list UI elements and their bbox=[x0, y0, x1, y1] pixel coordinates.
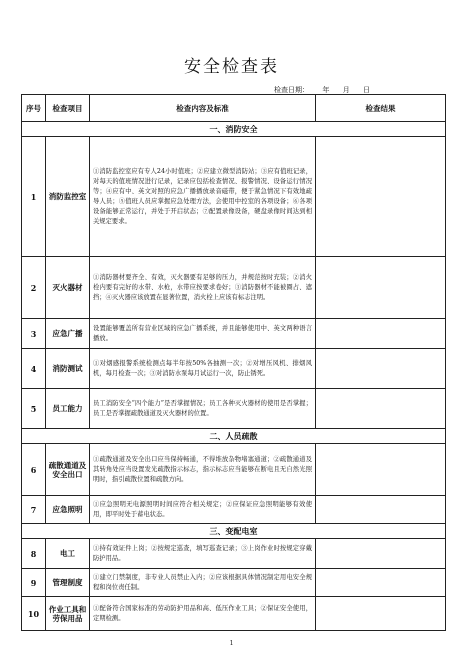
row-item: 员工能力 bbox=[46, 389, 90, 429]
section-evacuation: 二、人员疏散 bbox=[22, 429, 446, 444]
row-num: 4 bbox=[22, 349, 46, 389]
header-item: 检查项目 bbox=[46, 95, 90, 122]
row-result-cell[interactable] bbox=[316, 539, 446, 569]
row-num: 7 bbox=[22, 496, 46, 524]
row-content: ①配备符合国家标准的劳动防护用品和高、低压作业工具；②保证安全使用，定期检测。 bbox=[90, 597, 316, 631]
row-num: 2 bbox=[22, 257, 46, 319]
row-result-cell[interactable] bbox=[316, 597, 446, 631]
row-content: ①消防器材要齐全、有效，灭火器要有足够的压力，并规范按时充装；②消火栓内要有完好的水带、水枪，水带应按要求卷好；③消防器材不能被圈占、遮挡；④灭火器应该放置在显著位置，消火栓上应该有标志注明。 bbox=[90, 257, 316, 319]
section-row bbox=[22, 122, 446, 137]
row-num: 8 bbox=[22, 539, 46, 569]
table-row bbox=[22, 319, 446, 349]
row-result-cell[interactable] bbox=[316, 257, 446, 319]
row-num: 6 bbox=[22, 444, 46, 496]
table-row bbox=[22, 444, 446, 496]
row-num: 10 bbox=[22, 597, 46, 631]
row-content: ①疏散通道及安全出口应当保持畅通，不得堆放杂物堵塞通道；②疏散通道及其转角处应当设置发光疏散指示标志，指示标志应当能够在断电且无自然光照明时，指引疏散位置和疏散方向。 bbox=[90, 444, 316, 496]
row-item: 应急照明 bbox=[46, 496, 90, 524]
row-item: 灭火器材 bbox=[46, 257, 90, 319]
row-item: 疏散通道及安全出口 bbox=[46, 444, 90, 496]
table-row bbox=[22, 569, 446, 597]
row-item: 电工 bbox=[46, 539, 90, 569]
row-item: 作业工具和劳保用品 bbox=[46, 597, 90, 631]
row-result-cell[interactable] bbox=[316, 389, 446, 429]
row-content: ①消防监控室应有专人24小时值班；②应建立微型消防站；③应有值班记录，对每天的值班情况进行记录，记录应包括检查情况、报警情况、设备运行情况等；④应有中、英文对照的应急广播播放录音磁带，便于紧急情况下有效地疏导人员；⑤值班人员应掌握应急处理方法，会使用中控室的各项设备；⑥各项设备能够正常运行，并处于开启状态；⑦配置录像设备，硬盘录像时间达到相关规定要求。 bbox=[90, 137, 316, 257]
row-result-cell[interactable] bbox=[316, 496, 446, 524]
row-result-cell[interactable] bbox=[316, 319, 446, 349]
table-row bbox=[22, 539, 446, 569]
page-title: 安全检查表 bbox=[184, 57, 279, 77]
inspection-date-line: 检查日期： 年 月 日 bbox=[274, 86, 371, 94]
table-row bbox=[22, 349, 446, 389]
section-power-room: 三、变配电室 bbox=[22, 524, 446, 539]
section-row bbox=[22, 524, 446, 539]
row-item: 应急广播 bbox=[46, 319, 90, 349]
row-num: 9 bbox=[22, 569, 46, 597]
row-result-cell[interactable] bbox=[316, 444, 446, 496]
header-row bbox=[22, 95, 446, 122]
row-item: 管理制度 bbox=[46, 569, 90, 597]
table-row bbox=[22, 597, 446, 631]
row-content: ①持有效证件上岗；②按规定巡查，填写巡查记录；③上岗作业时按规定穿戴防护用品。 bbox=[90, 539, 316, 569]
row-num: 3 bbox=[22, 319, 46, 349]
row-num: 5 bbox=[22, 389, 46, 429]
header-content: 检查内容及标准 bbox=[90, 95, 316, 122]
row-content: ①建立门禁制度，非专业人员禁止入内；②应该根据具体情况制定用电安全规程和岗位责任制。 bbox=[90, 569, 316, 597]
row-content: 设置能够覆盖所有营业区域的应急广播系统，并且能够使用中、英文两种语言播放。 bbox=[90, 319, 316, 349]
row-item: 消防测试 bbox=[46, 349, 90, 389]
page-number: 1 bbox=[229, 640, 234, 647]
row-result-cell[interactable] bbox=[316, 569, 446, 597]
row-num: 1 bbox=[22, 137, 46, 257]
row-result-cell[interactable] bbox=[316, 137, 446, 257]
section-fire-safety: 一、消防安全 bbox=[22, 122, 446, 137]
row-item: 消防监控室 bbox=[46, 137, 90, 257]
table-row bbox=[22, 137, 446, 257]
row-content: ①应急照明无电源照明时间应符合相关规定；②应保证应急照明能够有效使用，即平时处于蓄电状态。 bbox=[90, 496, 316, 524]
row-result-cell[interactable] bbox=[316, 349, 446, 389]
header-result: 检查结果 bbox=[316, 95, 446, 122]
row-content: 员工消防安全“四个能力”是否掌握情况；员工各种灭火器材的使用是否掌握；员工是否掌握疏散通道及灭火器材的位置。 bbox=[90, 389, 316, 429]
row-content: ①对烟感报警系统检测点每半年按50%各抽测一次；②对增压风机、排烟风机，每月检查一次；③对消防水泵每月试运行一次，防止锈死。 bbox=[90, 349, 316, 389]
table-row bbox=[22, 257, 446, 319]
header-num: 序号 bbox=[22, 95, 46, 122]
inspection-table bbox=[21, 94, 446, 631]
table-row bbox=[22, 389, 446, 429]
section-row bbox=[22, 429, 446, 444]
table-row bbox=[22, 496, 446, 524]
